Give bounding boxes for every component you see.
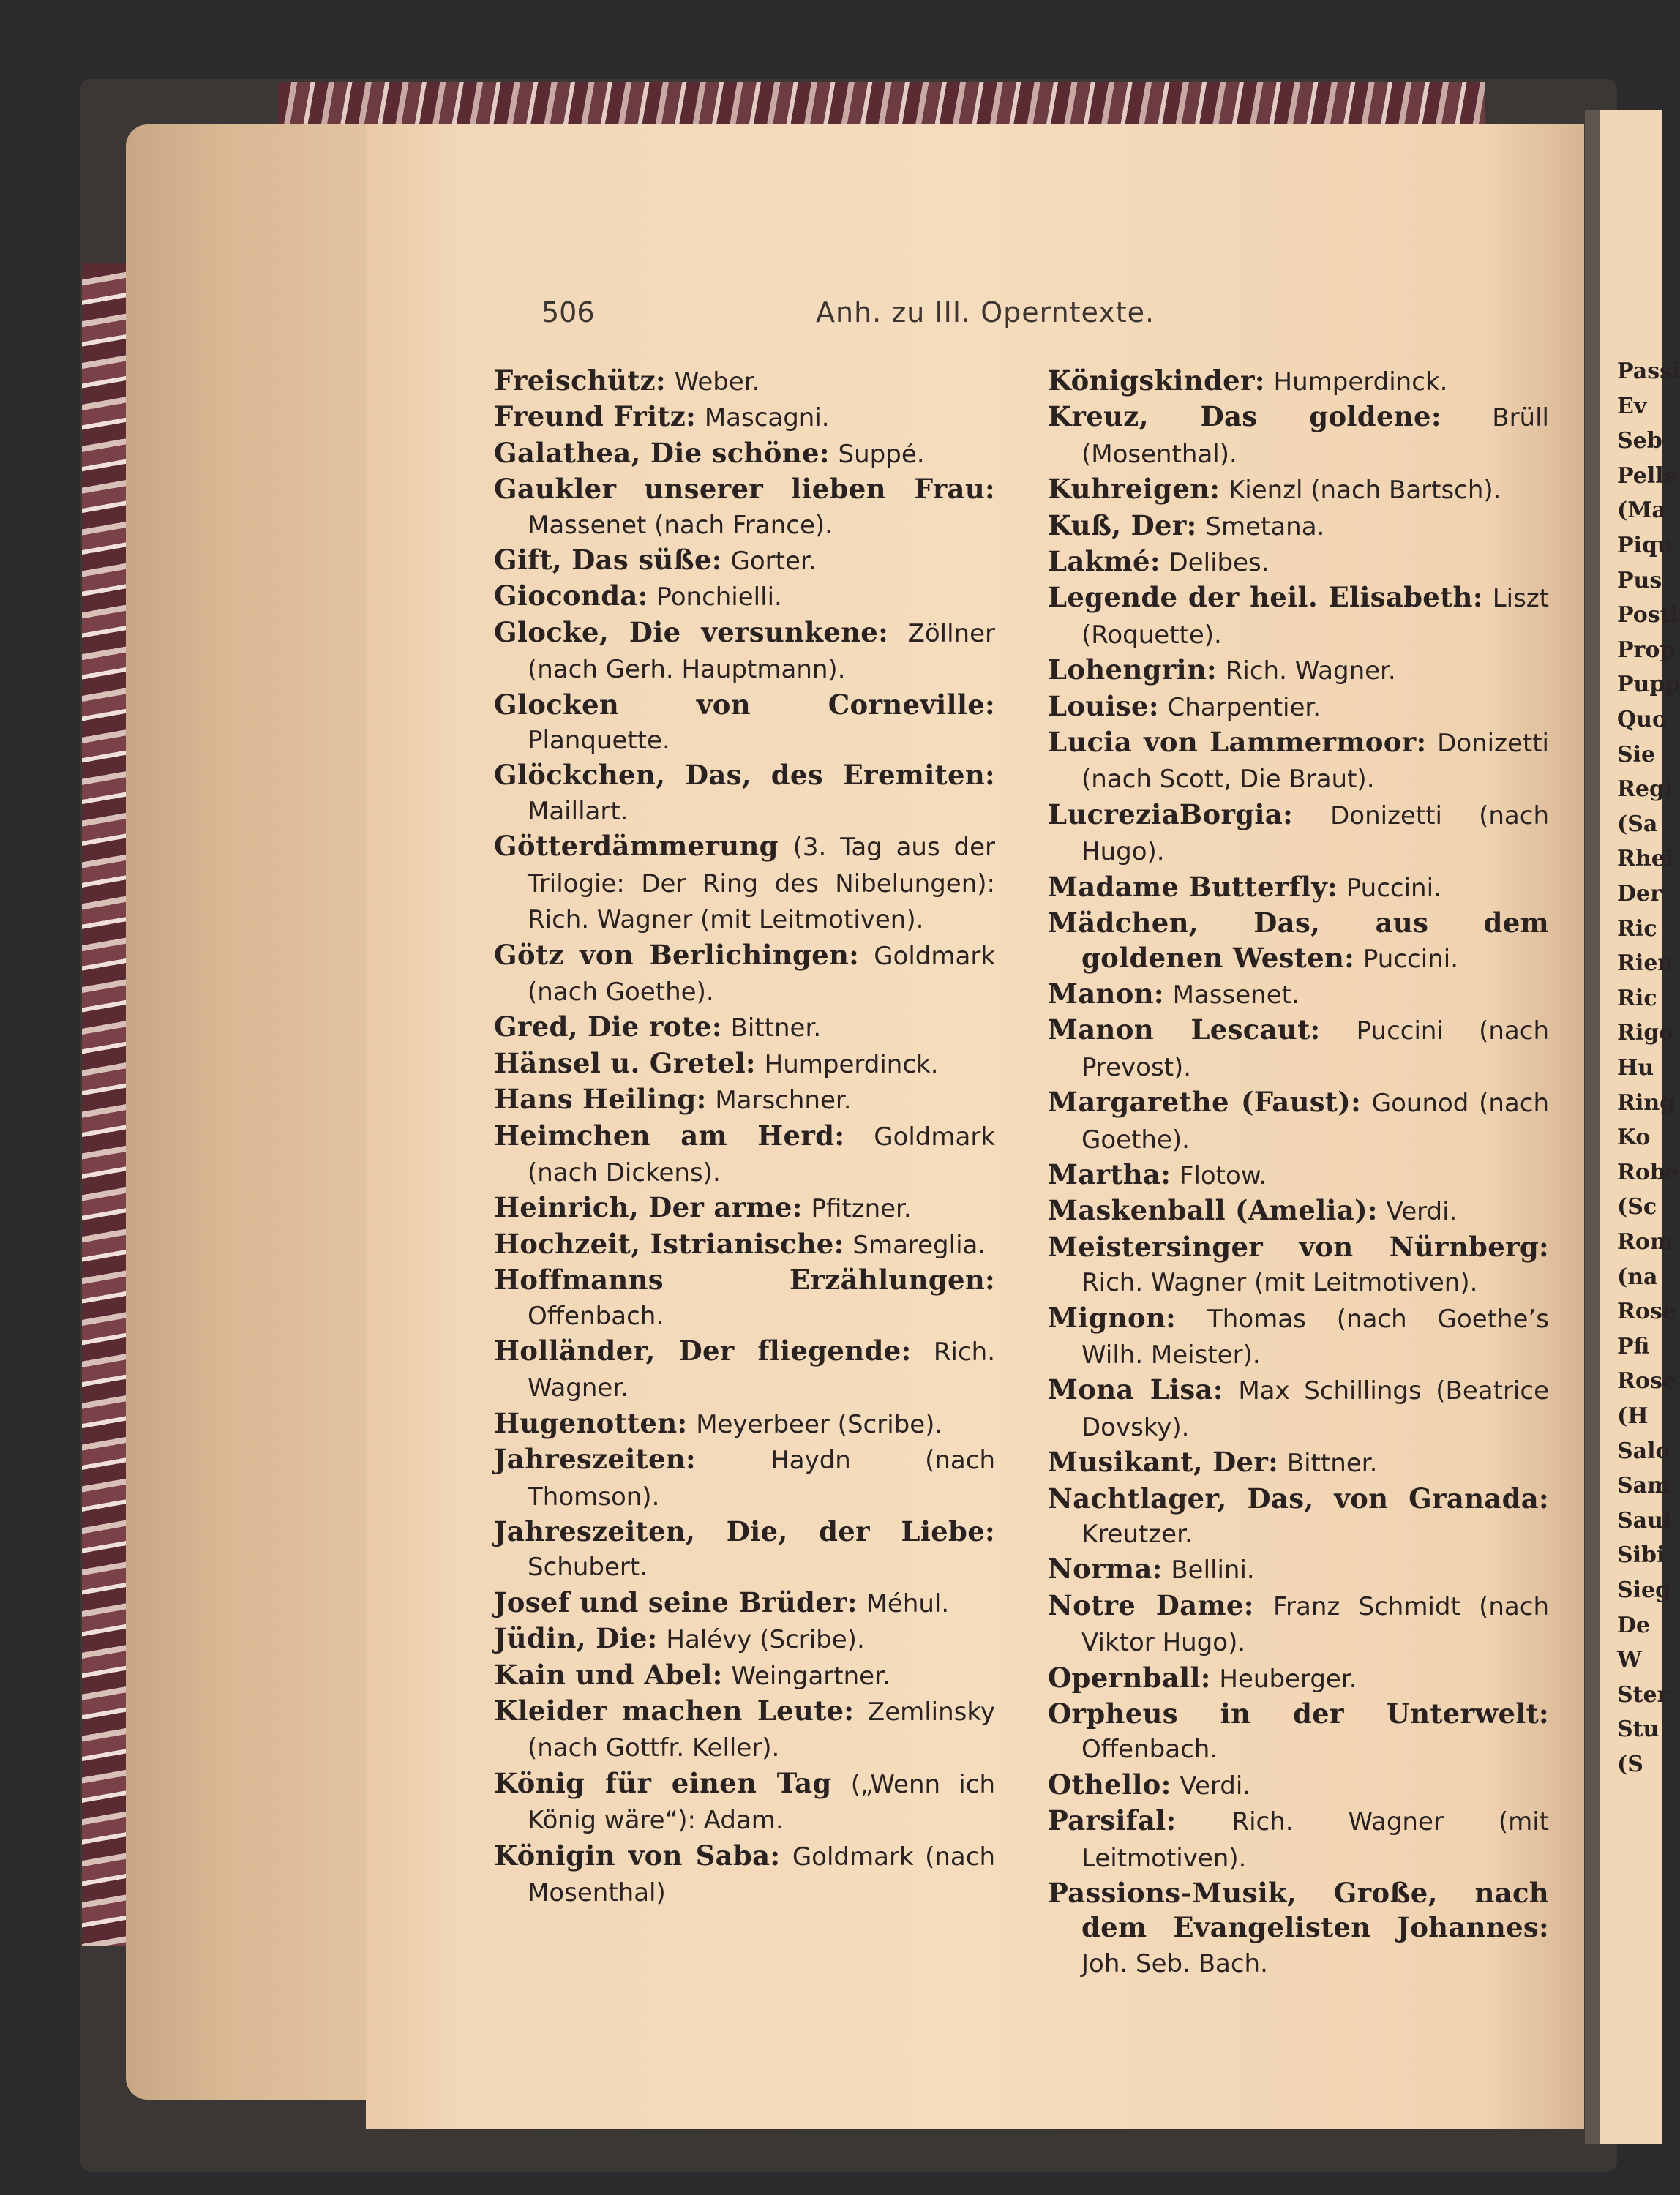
next-page-fragment: Posti [1617,602,1679,629]
next-page-fragment: Passi [1617,359,1680,384]
opera-entry [494,1839,995,1911]
next-page-fragment: (na [1617,1264,1658,1290]
composer-detail: Verdi. [1180,1771,1251,1801]
next-page-fragment: Rose [1617,1368,1676,1395]
opera-entry [1048,509,1549,544]
opera-entry [494,1586,995,1621]
composer-detail: Haydn (nach Thomson). [528,1446,995,1512]
composer-detail: Bellini. [1171,1556,1255,1586]
opera-entry [494,364,995,399]
opera-title: Opernball: [1048,1661,1211,1694]
next-page-fragment: Ric [1617,985,1657,1011]
opera-title: Glöckchen, Das, des Eremiten: [494,759,995,792]
opera-title: Louise: [1048,689,1159,722]
opera-entry [1048,906,1549,977]
opera-title: Hans Heiling: [494,1083,707,1116]
opera-entry [494,1010,995,1046]
opera-title: Götz von Berlichingen: [494,938,860,971]
opera-title: Lakmé: [1048,545,1160,578]
composer-detail: Halévy (Scribe). [666,1625,865,1655]
running-head: Anh. zu III. Operntexte. [816,296,1155,329]
composer-detail: Offenbach. [528,1301,664,1331]
opera-entry [1048,977,1549,1013]
composer-detail: Donizetti (nach Scott, Die Braut). [1081,729,1549,795]
opera-title: Norma: [1048,1553,1163,1586]
opera-title: Lohengrin: [1048,653,1218,686]
next-page-fragment: Pus [1617,567,1662,593]
composer-detail: Humperdinck. [1273,367,1448,397]
composer-detail: Zemlinsky (nach Gottfr. Keller). [528,1697,995,1763]
opera-entry [494,472,995,543]
composer-detail: Heuberger. [1219,1664,1357,1694]
composer-detail: Maillart. [528,796,629,826]
composer-detail: Gounod (nach Goethe). [1081,1089,1549,1155]
next-page-fragment: Ring [1617,1089,1676,1116]
composer-detail: Weingartner. [731,1661,890,1691]
opera-title: Maskenball (Amelia): [1048,1194,1378,1227]
opera-entry [1048,399,1549,472]
opera-entry [1048,725,1549,798]
composer-detail: Méhul. [866,1588,950,1618]
opera-title: Martha: [1048,1157,1171,1190]
opera-entry [494,938,995,1010]
composer-detail: Suppé. [838,439,925,469]
opera-title: Nachtlager, Das, von Granada: [1048,1482,1549,1515]
page-header [541,296,1259,340]
opera-title: Königin von Saba: [494,1839,781,1872]
next-page-fragment: Rom [1617,1229,1673,1255]
next-page-fragment: Ric [1617,915,1657,942]
opera-entry [494,1334,995,1406]
composer-detail: Charpentier. [1167,692,1321,722]
composer-detail: Max Schillings (Beatrice Dovsky). [1081,1376,1549,1442]
next-page-fragment: W [1617,1647,1642,1673]
next-page-fragment: Rien [1617,950,1674,977]
composer-detail: Bittner. [1286,1449,1378,1479]
composer-detail: Puccini (nach Prevost). [1081,1016,1549,1082]
opera-entry [1048,1697,1549,1768]
marbled-edge-left [82,263,127,1946]
opera-title: Madame Butterfly: [1048,870,1338,903]
composer-detail: Flotow. [1179,1160,1267,1190]
next-page-fragment: Robe [1617,1159,1680,1185]
composer-detail: Rich. Wagner (mit Leitmotiven). [1081,1268,1478,1298]
composer-detail: Rich. Wagner (mit Leitmotiven). [1081,1807,1550,1873]
opera-title: Mona Lisa: [1048,1373,1223,1406]
opera-title: Legende der heil. Elisabeth: [1048,581,1483,614]
composer-detail: Mascagni. [704,403,830,433]
composer-detail: Gorter. [730,547,817,577]
composer-detail: Marschner. [715,1086,852,1116]
opera-title: Meistersinger von Nürnberg: [1048,1230,1549,1263]
composer-detail: („Wenn ich König wäre“): Adam. [528,1769,995,1836]
composer-detail: Verdi. [1386,1197,1458,1227]
page-stack-edge [126,124,375,2100]
opera-entry [1048,1085,1549,1157]
composer-detail: Meyerbeer (Scribe). [696,1409,943,1439]
opera-entry [1048,1804,1549,1876]
opera-title: Glocken von Corneville: [494,688,995,721]
composer-detail: Franz Schmidt (nach Viktor Hugo). [1081,1591,1550,1658]
composer-detail: Zöllner (nach Gerh. Hauptmann). [528,618,995,685]
opera-entry [1048,364,1549,399]
composer-detail: Planquette. [528,726,670,756]
next-page-fragment: Pelle [1617,462,1678,489]
next-page-fragment: Piqu [1617,533,1673,558]
opera-title: Mädchen, Das, aus dem goldenen Westen: [1048,907,1549,974]
next-page-fragment: (Sa [1617,811,1658,837]
opera-entry [1048,580,1549,653]
opera-entry [494,1082,995,1118]
opera-entry [1048,1373,1549,1445]
opera-title: Freund Fritz: [494,400,697,433]
opera-title: Galathea, Die schöne: [494,436,830,469]
next-page-fragment: Pfi [1617,1333,1650,1359]
composer-detail: Smareglia. [852,1230,986,1260]
composer-detail: Massenet. [1172,980,1300,1010]
composer-detail: Joh. Seb. Bach. [1081,1948,1268,1978]
opera-entry [1048,1013,1549,1085]
opera-entry [494,399,995,435]
next-page-fragment: Sie [1617,741,1656,768]
opera-title: Josef und seine Brüder: [494,1586,858,1618]
next-page-fragment: Sam [1617,1473,1670,1499]
opera-title: Kuß, Der: [1048,509,1197,541]
marbled-edge-top [278,82,1485,126]
opera-title: Gioconda: [494,579,648,612]
next-page-fragment: (Sc [1617,1194,1657,1220]
opera-entry [494,1442,995,1515]
composer-detail: Pfitzner. [811,1194,912,1224]
opera-title: Notre Dame: [1048,1588,1254,1621]
opera-title: Lucia von Lammermoor: [1048,726,1427,759]
opera-entry [494,758,995,829]
composer-detail: Schubert. [528,1553,648,1583]
opera-entry [1048,1230,1549,1301]
opera-title: LucreziaBorgia: [1048,798,1294,830]
composer-detail: (3. Tag aus der Trilogie: Der Ring des Nibelungen): Rich. Wagner (mit Leitmotiven). [528,833,995,935]
opera-title: Hochzeit, Istrianische: [494,1227,844,1260]
composer-detail: Kreutzer. [1081,1520,1193,1549]
opera-title: Freischütz: [494,364,666,397]
opera-entry [1048,1482,1549,1553]
composer-detail: Brüll (Mosenthal). [1081,403,1549,469]
opera-title: Gred, Die rote: [494,1010,722,1043]
composer-detail: Ponchielli. [656,582,782,612]
composer-detail: Smetana. [1205,511,1325,541]
opera-title: Othello: [1048,1768,1171,1801]
opera-entry [1048,544,1549,580]
opera-entry [494,1263,995,1334]
opera-entry [1048,1445,1549,1481]
next-page-fragment: Stu [1617,1716,1660,1743]
opera-title: Musikant, Der: [1048,1446,1279,1479]
opera-entry [494,436,995,472]
composer-detail: Rich. Wagner. [528,1337,995,1403]
opera-entry [494,1119,995,1191]
opera-entry [494,1046,995,1082]
opera-title: Heimchen am Herd: [494,1119,845,1152]
next-page-fragment: Saul [1617,1507,1672,1534]
next-page-fragment: Hu [1617,1055,1654,1081]
opera-title: Gift, Das süße: [494,544,722,577]
opera-entry [494,1766,995,1839]
next-page-fragment: (Ma [1617,498,1666,524]
next-page-fragment: Pupp [1617,672,1680,698]
opera-title: Passions-Musik, Große, nach dem Evangelisten Johannes: [1048,1877,1549,1944]
next-page-fragment: (S [1617,1752,1643,1777]
opera-entry [494,1694,995,1766]
next-page-fragment: (H [1617,1403,1649,1429]
composer-detail: Puccini. [1362,944,1458,974]
opera-title: Hoffmanns Erzählungen: [494,1264,995,1297]
opera-title: Götterdämmerung [494,830,779,863]
opera-entry [494,1621,995,1657]
opera-title: Parsifal: [1048,1804,1177,1837]
opera-entry [1048,1588,1549,1661]
opera-title: Holländer, Der fliegende: [494,1334,912,1367]
opera-title: Manon Lescaut: [1048,1013,1321,1046]
opera-entry [494,1515,995,1586]
opera-title: Jahreszeiten: [494,1443,696,1476]
opera-entry [1048,1301,1549,1373]
opera-title: Jüdin, Die: [494,1622,658,1655]
opera-title: Kain und Abel: [494,1658,723,1691]
page-number: 506 [541,296,595,329]
opera-title: Kuhreigen: [1048,473,1220,506]
opera-title: Mignon: [1048,1301,1177,1334]
composer-detail: Weber. [674,367,760,397]
opera-title: Hänsel u. Gretel: [494,1046,756,1079]
composer-detail: Liszt (Roquette). [1081,584,1550,650]
opera-title: Manon: [1048,977,1164,1010]
opera-title: Heinrich, Der arme: [494,1191,803,1224]
opera-entry [1048,1552,1549,1588]
book-gutter [1585,110,1600,2144]
opera-entry [1048,1193,1549,1229]
opera-title: Kleider machen Leute: [494,1695,855,1727]
opera-entry [494,1227,995,1263]
next-page-fragment: Rigo [1617,1020,1674,1046]
composer-detail: Humperdinck. [764,1049,939,1079]
next-page-fragment: De [1617,1612,1651,1638]
composer-detail: Goldmark (nach Mosenthal) [528,1842,996,1908]
opera-entry [494,1190,995,1226]
next-page-fragment: Prop [1617,637,1676,663]
composer-detail: Offenbach. [1081,1735,1218,1765]
composer-detail: Delibes. [1169,548,1270,578]
opera-entry [494,688,995,759]
next-page-fragment: Ster [1617,1681,1669,1708]
opera-entry [494,1406,995,1442]
composer-detail: Goldmark (nach Dickens). [528,1122,995,1187]
composer-detail: Donizetti (nach Hugo). [1081,800,1549,867]
next-page-fragment: Sibi [1617,1542,1665,1569]
opera-title: Gaukler unserer lieben Frau: [494,473,995,506]
opera-entry [1048,1876,1549,1981]
next-page-fragment: Rose [1617,1299,1676,1325]
opera-entry [1048,798,1549,870]
next-page-fragment: Der [1617,881,1662,907]
next-page-fragment: Ko [1617,1125,1651,1151]
next-page-fragment: Ev [1617,393,1647,419]
right-column [1048,364,1549,1981]
opera-title: Hugenotten: [494,1406,688,1439]
composer-detail: Massenet (nach France). [528,510,833,540]
opera-entry [1048,653,1549,688]
composer-detail: Bittner. [730,1013,822,1043]
opera-entry [494,579,995,615]
opera-title: Glocke, Die versunkene: [494,615,889,648]
composer-detail: Thomas (nach Goethe’s Wilh. Meister). [1081,1304,1549,1370]
opera-title: Jahreszeiten, Die, der Liebe: [494,1515,995,1547]
composer-detail: Kienzl (nach Bartsch). [1228,476,1501,506]
opera-entry [494,615,995,688]
opera-entry [1048,1768,1549,1804]
opera-entry [1048,870,1549,906]
opera-entry [494,543,995,579]
opera-title: Königskinder: [1048,364,1265,397]
next-page-fragment: Quo [1617,707,1667,732]
opera-title: König für einen Tag [494,1766,832,1799]
next-page-fragment: Sieg [1617,1577,1671,1603]
next-page-fragment: Regi [1617,776,1673,803]
opera-title: Orpheus in der Unterwelt: [1048,1697,1549,1730]
left-column [494,364,995,1910]
opera-entry [1048,472,1549,508]
opera-entry [494,829,995,937]
opera-entry [494,1658,995,1694]
composer-detail: Rich. Wagner. [1225,656,1396,686]
next-page-fragment: Seb [1617,428,1662,454]
opera-entry [1048,1157,1549,1193]
next-page-fragment: Rhei [1617,846,1674,872]
composer-detail: Goldmark (nach Goethe). [528,941,995,1007]
opera-entry [1048,689,1549,725]
opera-title: Margarethe (Faust): [1048,1086,1362,1119]
opera-entry [1048,1661,1549,1697]
next-page-fragment: Salo [1617,1438,1670,1464]
composer-detail: Puccini. [1346,873,1441,903]
opera-title: Kreuz, Das goldene: [1048,400,1441,433]
